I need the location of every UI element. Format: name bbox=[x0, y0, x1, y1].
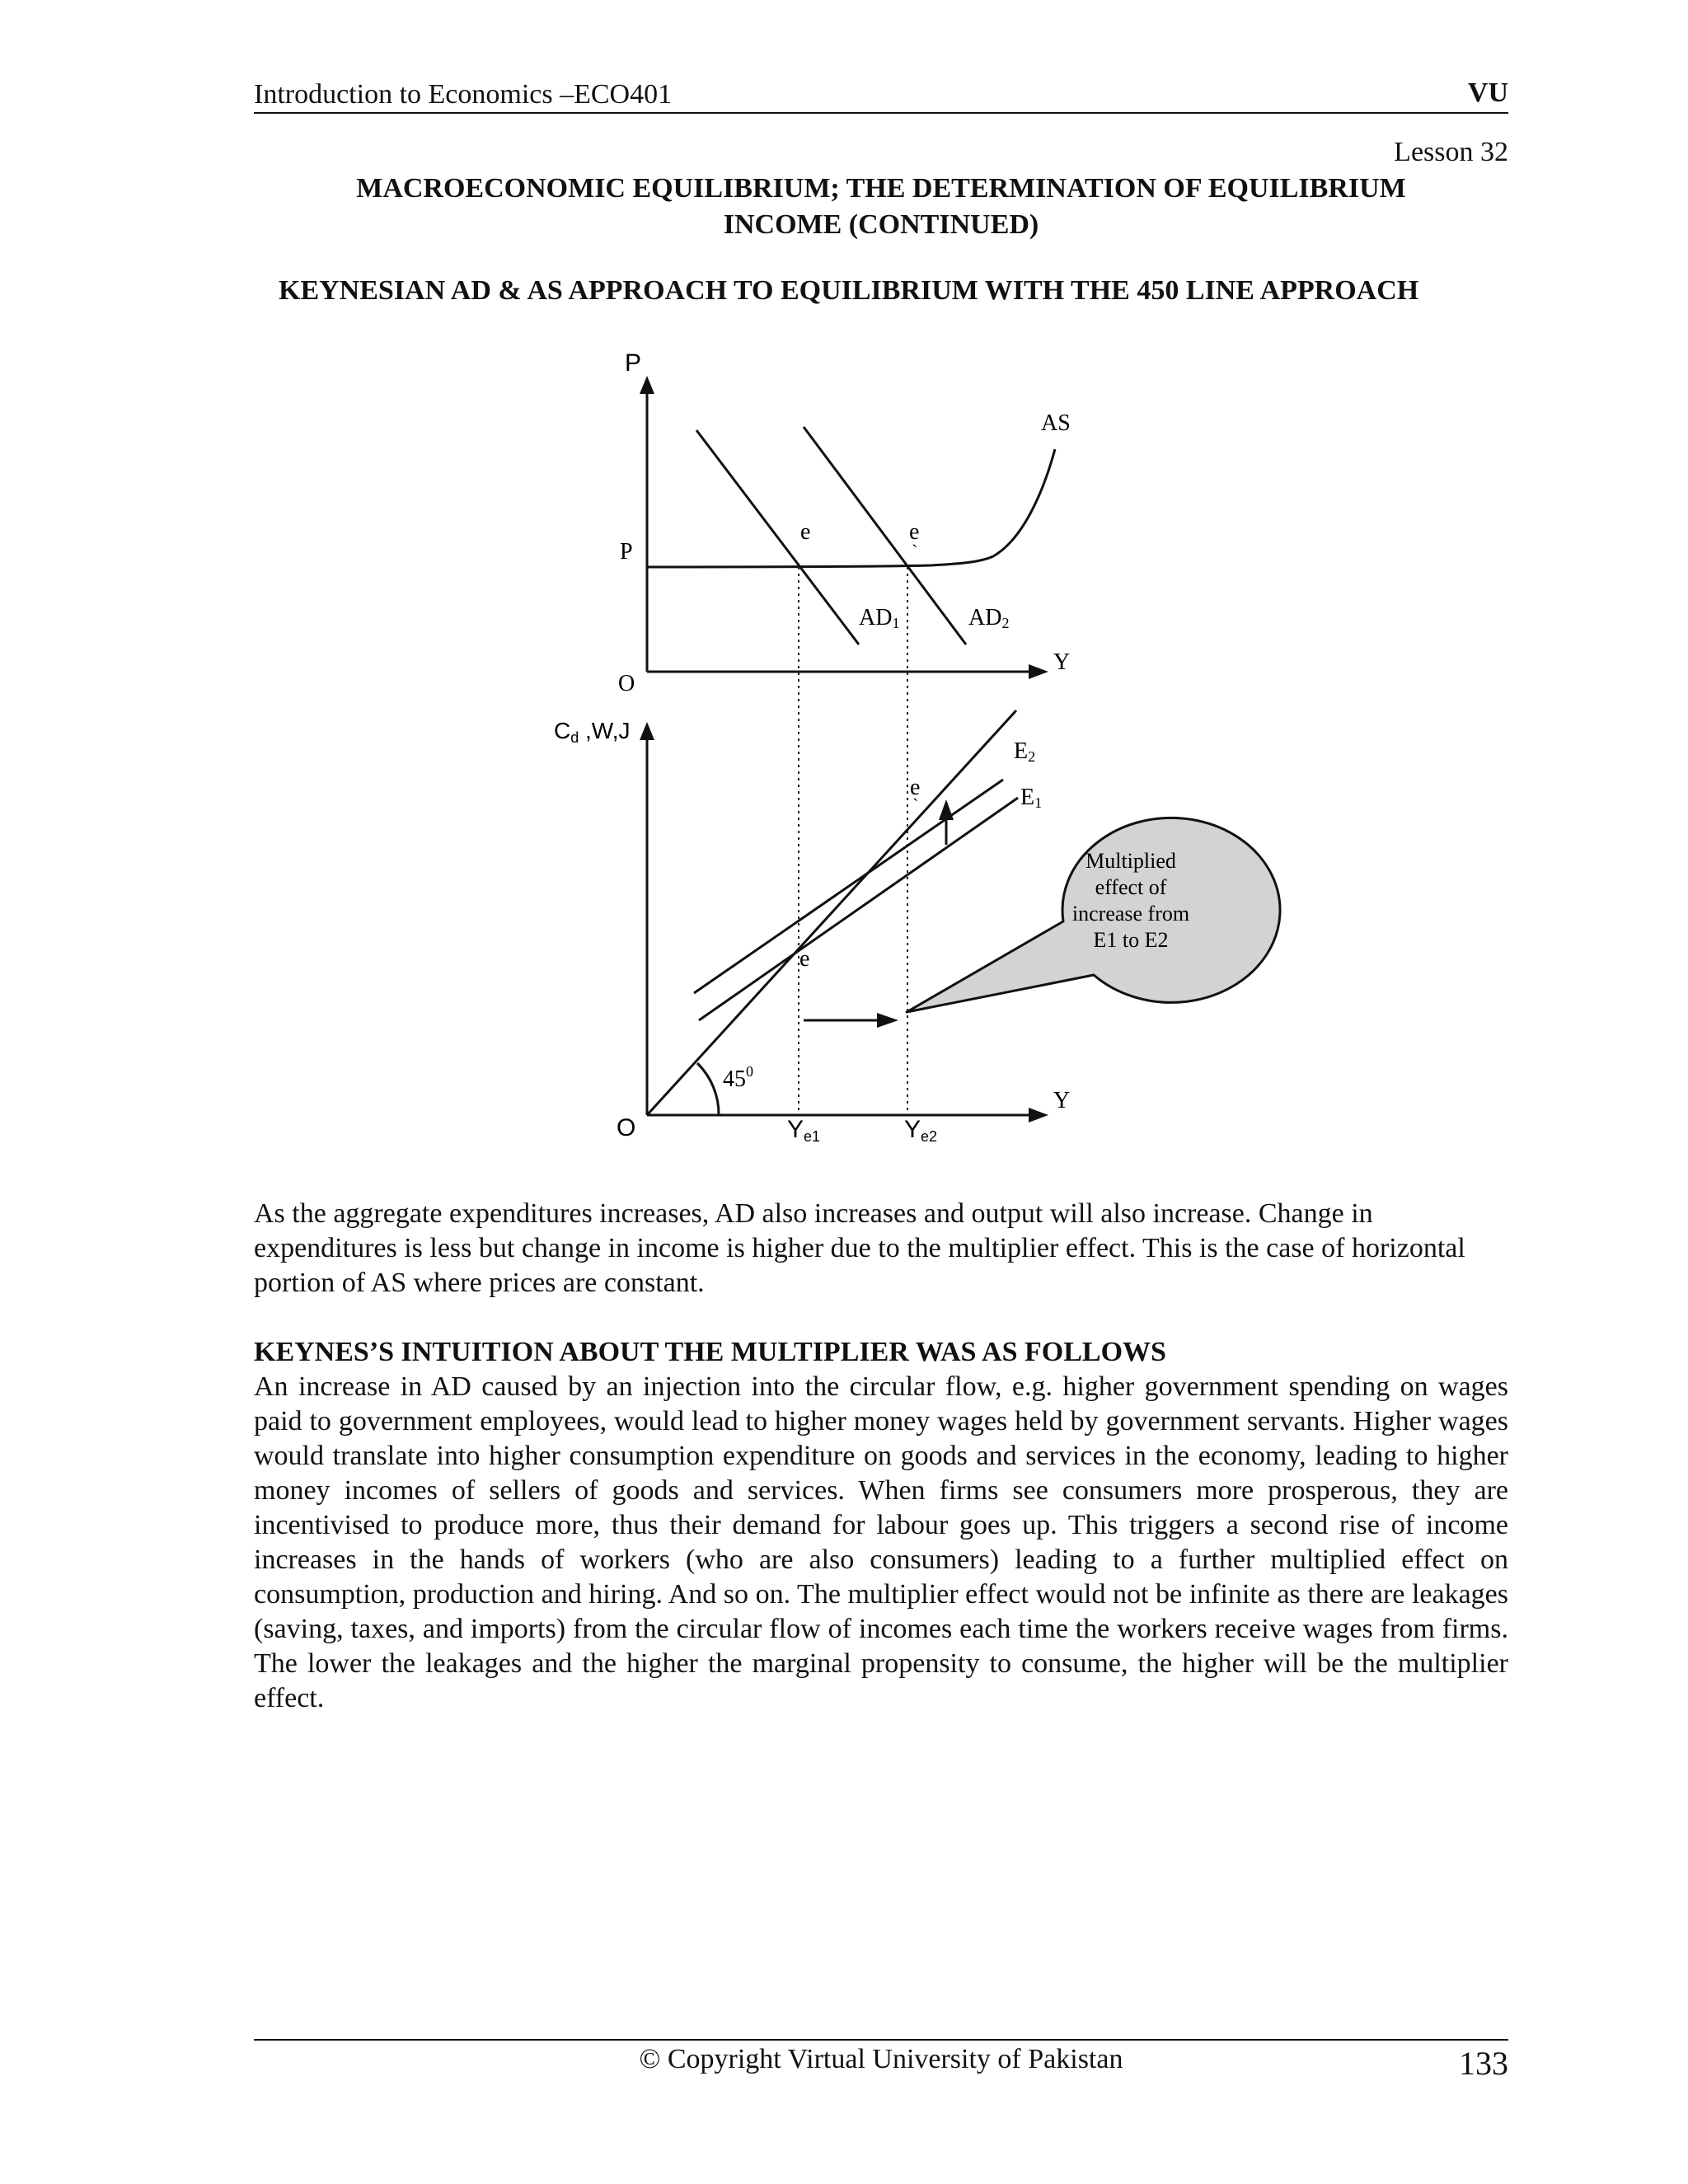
paragraph-aggregate-expenditure: As the aggregate expenditures increases, AD also increases and output will also increase. Change in expenditures is less but change in income is higher due to the multiplier effect. This is the case of horizontal portion of AS where prices are constant. bbox=[254, 1198, 1465, 1298]
section-title: KEYNESIAN AD & AS APPROACH TO EQUILIBRIUM WITH THE 450 LINE APPROACH bbox=[279, 275, 1419, 306]
page-number: 133 bbox=[1459, 2045, 1508, 2082]
bottom-x-axis-label: Y bbox=[1053, 1088, 1071, 1113]
top-origin-label: O bbox=[618, 671, 635, 696]
page-title-line-1: MACROECONOMIC EQUILIBRIUM; THE DETERMINATION OF EQUILIBRIUM bbox=[356, 173, 1406, 204]
ad2-label: AD2 bbox=[968, 605, 1010, 631]
upward-shift-arrowhead bbox=[939, 799, 954, 820]
bottom-y-axis-arrow bbox=[640, 722, 654, 740]
rightward-shift-arrowhead bbox=[877, 1013, 898, 1028]
callout-line-3: increase from bbox=[1071, 902, 1190, 926]
angle-label: $45^0$ bbox=[723, 1063, 753, 1092]
callout-line-4: E1 to E2 bbox=[1093, 928, 1169, 952]
multiplier-callout bbox=[907, 818, 1280, 1012]
equilibrium-e2-label: e bbox=[910, 775, 921, 800]
ad1-curve bbox=[696, 430, 859, 644]
price-level-label: P bbox=[620, 539, 633, 565]
as-label: AS bbox=[1041, 410, 1071, 436]
footer-rule bbox=[254, 2039, 1508, 2041]
top-x-axis-arrow bbox=[1029, 664, 1048, 679]
footer-copyright: © Copyright Virtual University of Pakistan bbox=[639, 2044, 1123, 2074]
ad-as-panel bbox=[618, 349, 1071, 696]
page-title-line-2: INCOME (CONTINUED) bbox=[723, 209, 1039, 240]
e2-expenditure-line bbox=[694, 780, 1003, 993]
angle-arc bbox=[697, 1063, 719, 1115]
as-curve bbox=[647, 449, 1055, 567]
heading-keynes-intuition: KEYNES’S INTUITION ABOUT THE MULTIPLIER WAS AS FOLLOWS bbox=[254, 1337, 1166, 1367]
e2-line-label: E2 bbox=[1014, 738, 1036, 765]
header-course-title: Introduction to Economics –ECO401 bbox=[254, 79, 673, 110]
bottom-y-axis-label: Cd ,W,J bbox=[554, 718, 631, 746]
lesson-number: Lesson 32 bbox=[1394, 137, 1508, 167]
equilibrium-e1-label: e bbox=[800, 519, 811, 545]
callout-line-1: Multiplied bbox=[1085, 849, 1176, 873]
top-y-axis-arrow bbox=[640, 376, 654, 394]
top-x-axis-label: Y bbox=[1053, 649, 1071, 675]
forty-five-degree-line bbox=[647, 710, 1016, 1115]
equilibrium-e2-prime-mark: ` bbox=[912, 541, 918, 561]
header-institution: VU bbox=[1467, 77, 1508, 108]
top-y-axis-label: P bbox=[624, 349, 642, 377]
ye2-label: Ye2 bbox=[904, 1116, 938, 1145]
e1-line-label: E1 bbox=[1020, 785, 1043, 811]
equilibrium-e2-prime-mark: ` bbox=[912, 794, 919, 815]
bottom-origin-label: O bbox=[617, 1114, 636, 1141]
ad1-label: AD1 bbox=[859, 605, 900, 631]
ye1-label: Ye1 bbox=[787, 1116, 821, 1145]
expenditure-panel bbox=[554, 710, 1070, 1145]
callout-line-2: effect of bbox=[1095, 875, 1167, 899]
paragraph-multiplier-explanation: An increase in AD caused by an injection into the circular flow, e.g. higher government spending on wages paid to government employees, would lead to higher money wages held by government servants. Higher wages would translate into higher consumption expenditure on goods and services in the economy, leading to higher money incomes of sellers of goods and services. When firms see consumers more prosperous, they are incentivised to produce more, thus their demand for labour goes up. This triggers a second rise of income increases in the hands of workers (who are also consumers) leading to a further multiplied effect on consumption, production and hiring. And so on. The multiplier effect would not be infinite as there are leakages (saving, taxes, and imports) from the circular flow of incomes each time the workers receive wages from firms. The lower the leakages and the higher the marginal propensity to consume, the higher will be the multiplier effect. bbox=[254, 1371, 1508, 1713]
equilibrium-e1-label: e bbox=[799, 946, 810, 972]
bottom-x-axis-arrow bbox=[1029, 1108, 1048, 1122]
equilibrium-e2-label: e bbox=[909, 519, 920, 545]
